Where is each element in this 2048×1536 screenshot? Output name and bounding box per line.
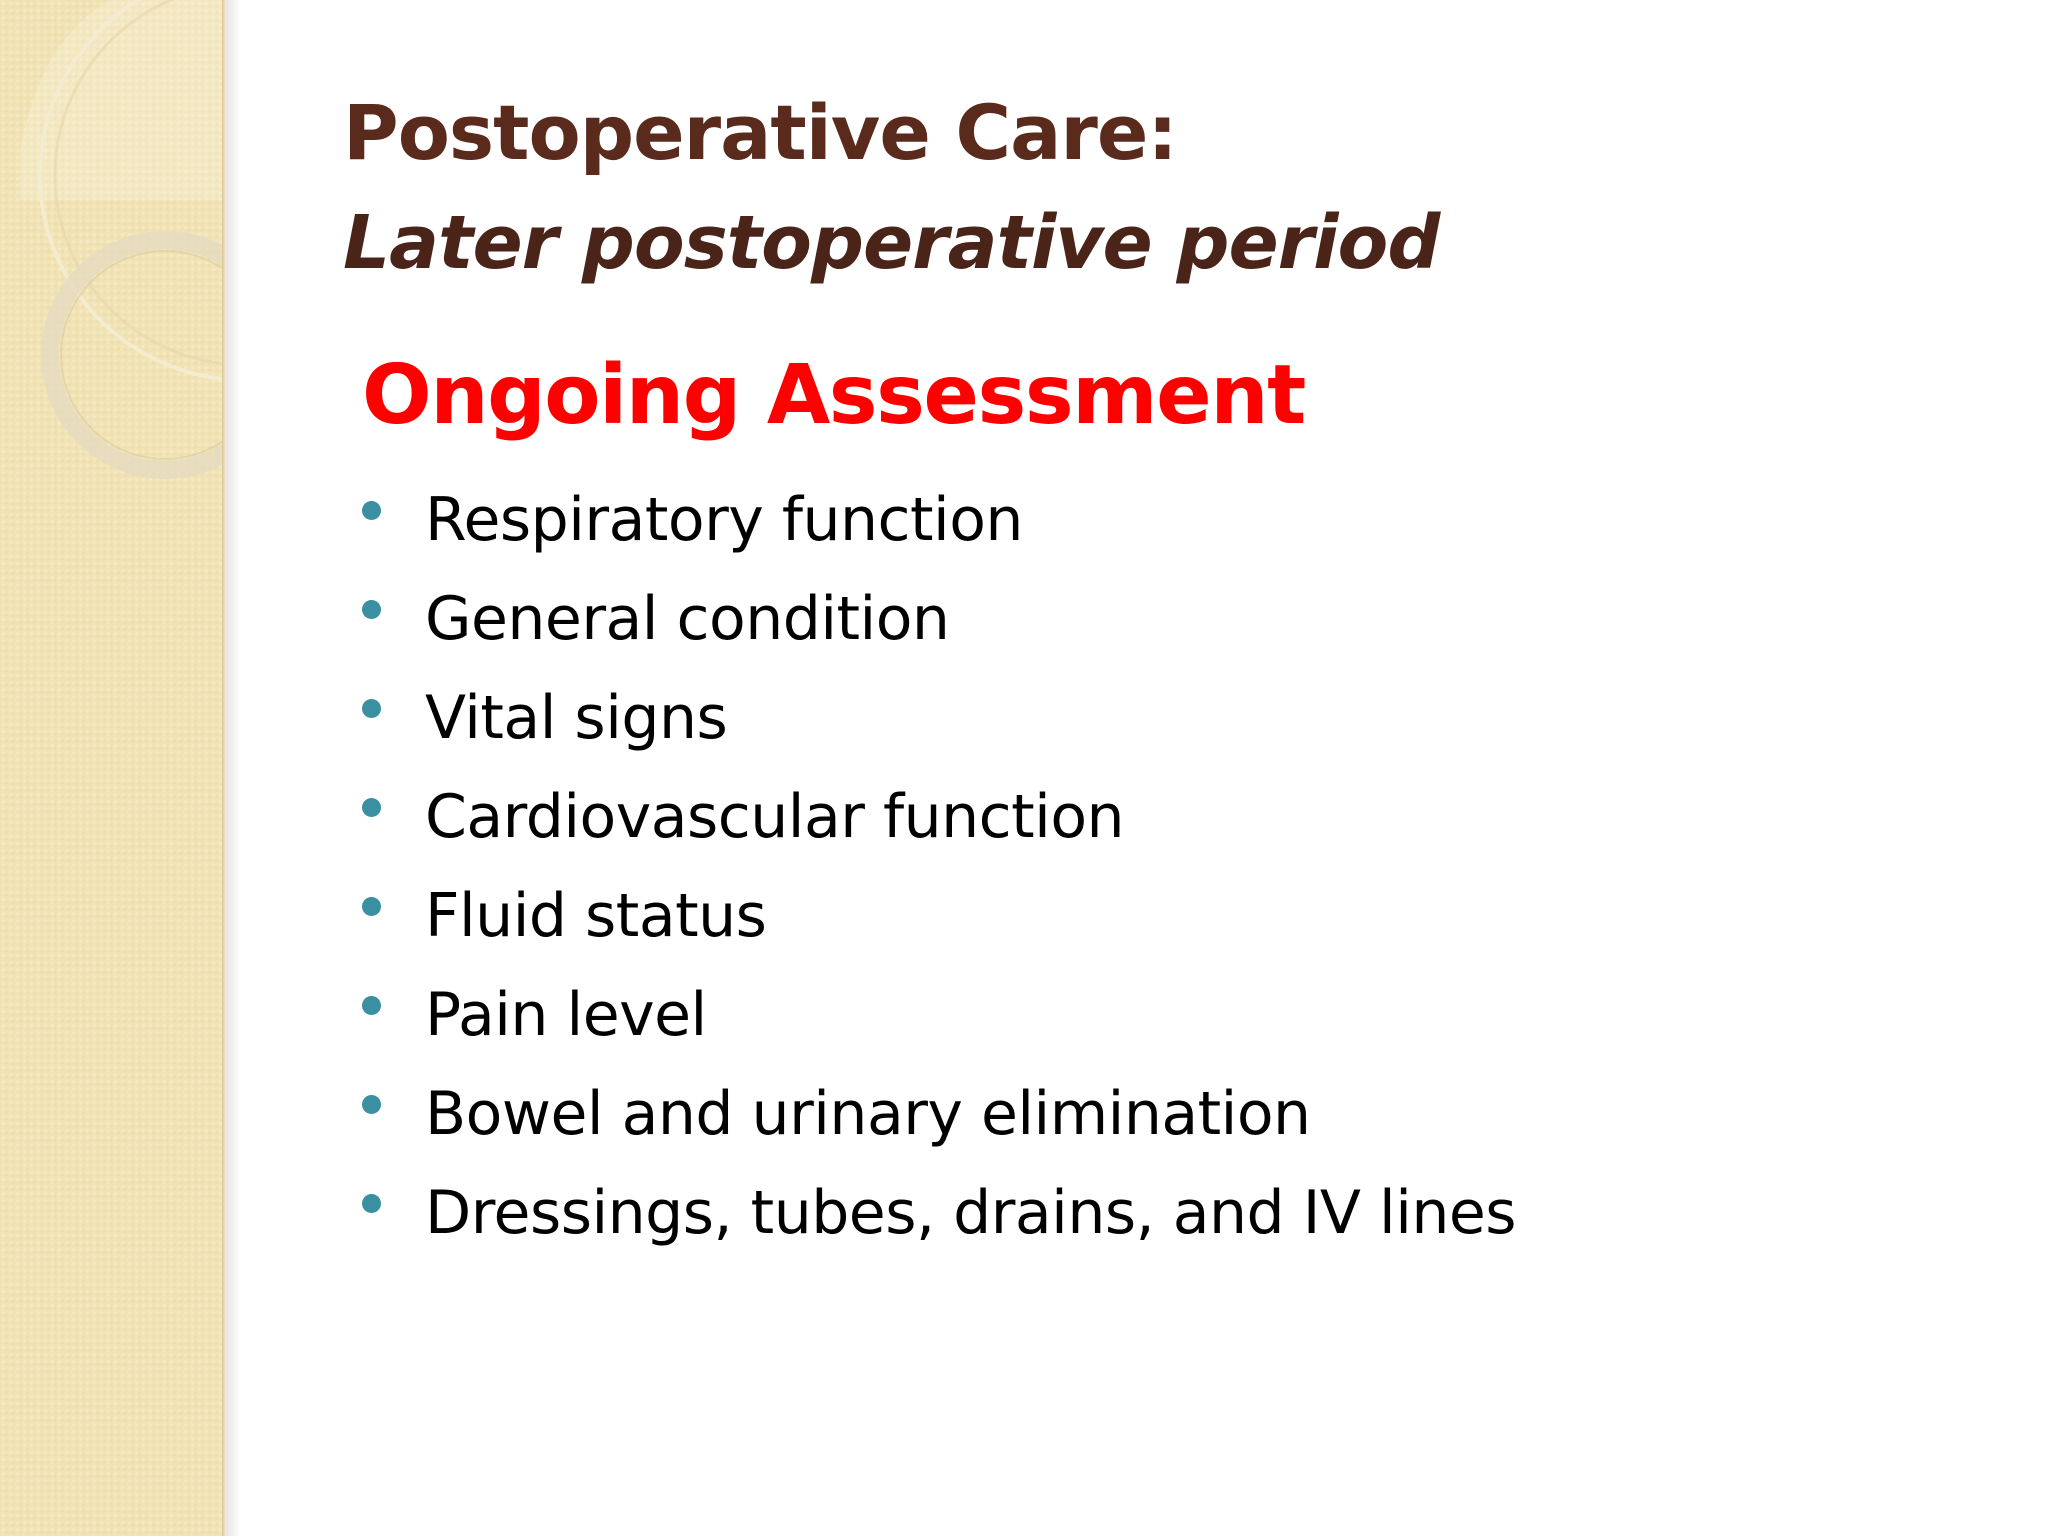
bullet-text: Pain level — [425, 979, 707, 1050]
bullet-text: Cardiovascular function — [425, 781, 1125, 852]
slide-subtitle: Later postoperative period — [343, 200, 1440, 286]
slide-title: Postoperative Care: — [343, 88, 1177, 177]
bullet-item-general-condition — [362, 569, 1516, 668]
bullet-text: Bowel and urinary elimination — [425, 1078, 1311, 1149]
section-heading: Ongoing Assessment — [362, 348, 1305, 443]
bullet-dot-icon — [362, 501, 381, 520]
bullet-text: Respiratory function — [425, 484, 1023, 555]
sidebar-shadow — [226, 0, 240, 1536]
small-ring — [50, 240, 226, 470]
bullet-text: Vital signs — [425, 682, 728, 753]
bullet-item-elimination — [362, 1064, 1516, 1163]
bullet-text: General condition — [425, 583, 950, 654]
bullet-item-fluid-status — [362, 866, 1516, 965]
bullet-item-dressings — [362, 1163, 1516, 1262]
bullet-text: Fluid status — [425, 880, 767, 951]
bullet-dot-icon — [362, 699, 381, 718]
bullet-list — [362, 470, 1516, 1262]
bullet-dot-icon — [362, 897, 381, 916]
bullet-dot-icon — [362, 798, 381, 817]
bullet-item-cardiovascular — [362, 767, 1516, 866]
bullet-dot-icon — [362, 996, 381, 1015]
bullet-text: Dressings, tubes, drains, and IV lines — [425, 1177, 1517, 1248]
bullet-item-pain-level — [362, 965, 1516, 1064]
bullet-item-vital-signs — [362, 668, 1516, 767]
bullet-item-respiratory — [362, 470, 1516, 569]
bullet-dot-icon — [362, 600, 381, 619]
decorative-sidebar — [0, 0, 226, 1536]
bullet-dot-icon — [362, 1194, 381, 1213]
bullet-dot-icon — [362, 1095, 381, 1114]
circle-rings-decoration — [0, 0, 226, 520]
